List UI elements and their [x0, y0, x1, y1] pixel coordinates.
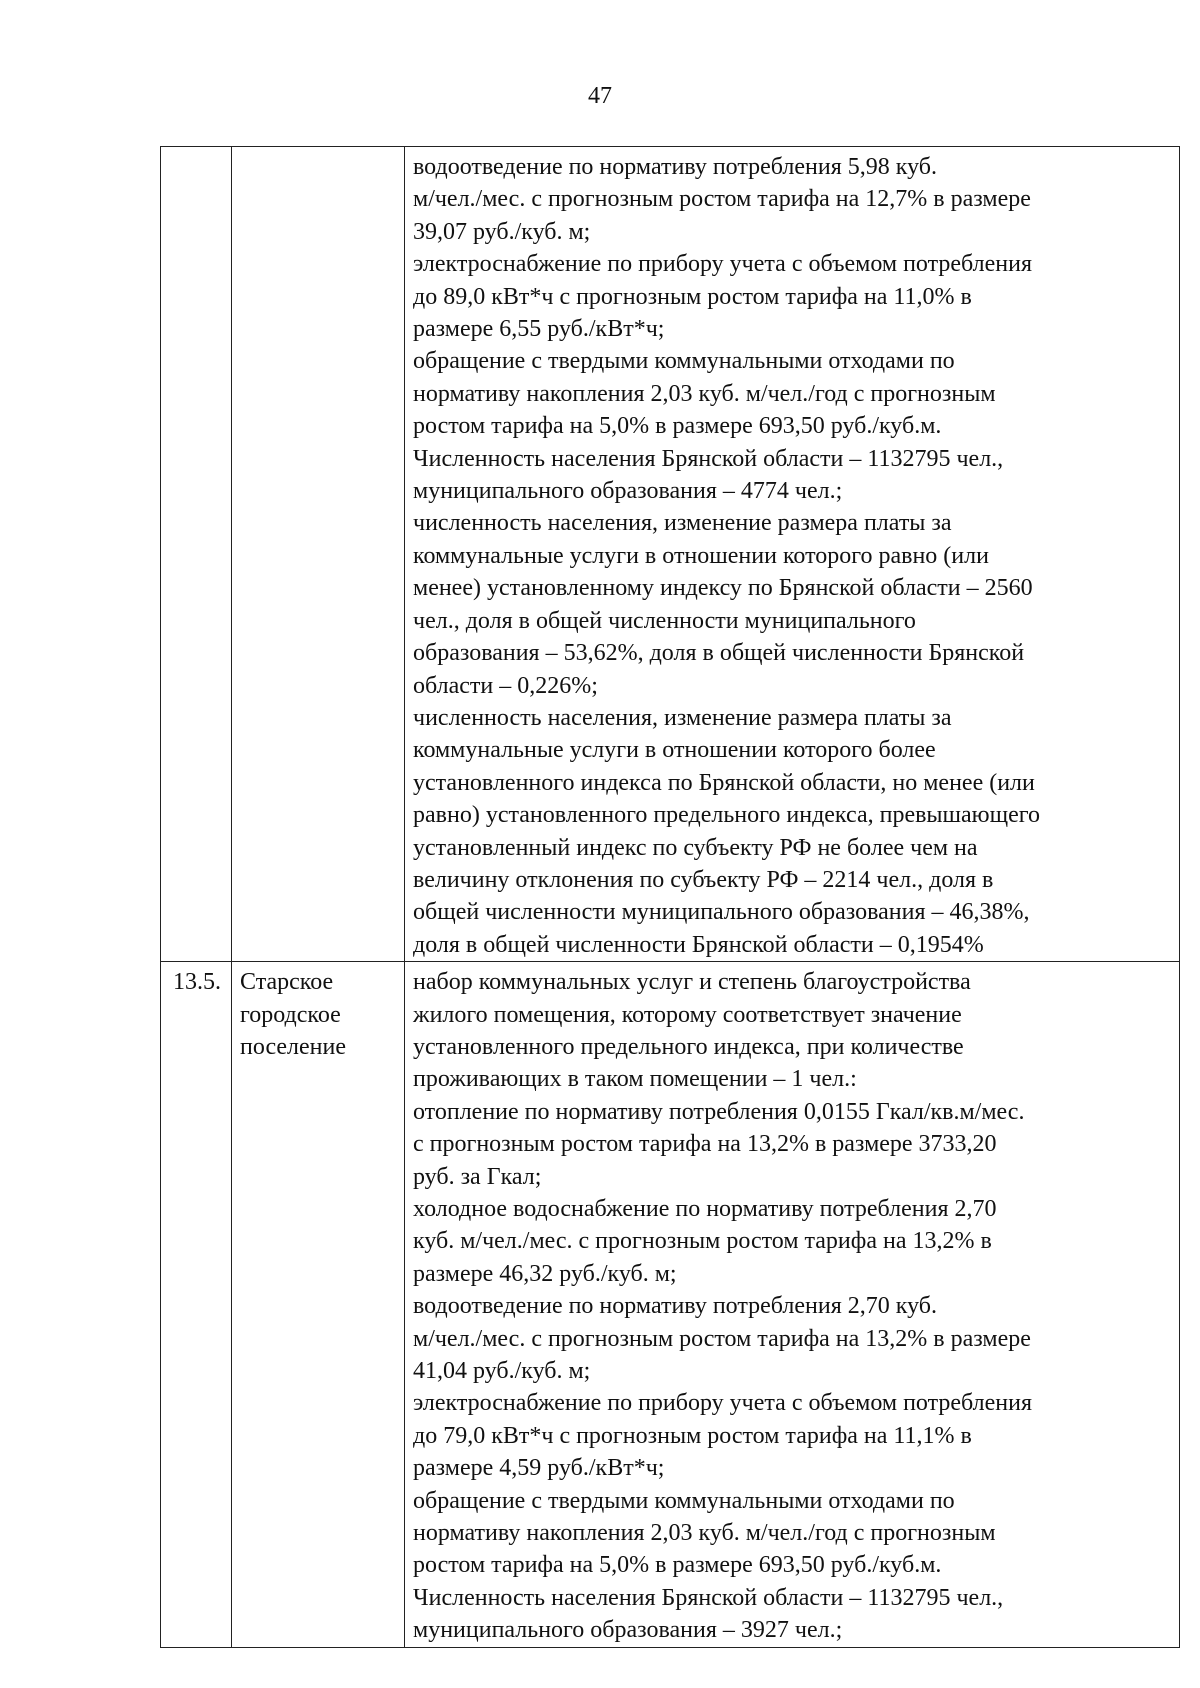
text-line: коммунальные услуги в отношении которого равно (или: [413, 542, 989, 569]
text-line: доля в общей численности Брянской области – 0,1954%: [413, 931, 984, 958]
text-line: ростом тарифа на 5,0% в размере 693,50 руб./куб.м.: [413, 1552, 942, 1579]
text-line: ростом тарифа на 5,0% в размере 693,50 руб./куб.м.: [413, 413, 942, 440]
row-number-cell: [161, 147, 232, 962]
text-line: общей численности муниципального образования – 46,38%,: [413, 899, 1030, 926]
text-line: обращение с твердыми коммунальными отходами по: [413, 1487, 955, 1514]
description-cell: [405, 147, 1180, 962]
table-row: [161, 962, 1180, 1648]
text-line: менее) установленному индексу по Брянской области – 2560: [413, 575, 1033, 602]
municipality-name-line: Старское: [240, 969, 334, 996]
text-line: отопление по нормативу потребления 0,0155 Гкал/кв.м/мес.: [413, 1098, 1025, 1125]
municipality-cell: [232, 147, 405, 962]
text-line: размере 4,59 руб./кВт*ч;: [413, 1455, 665, 1482]
page-number: 47: [588, 83, 612, 109]
municipality-name: [232, 962, 404, 1063]
text-line: 41,04 руб./куб. м;: [413, 1358, 591, 1385]
text-line: водоотведение по нормативу потребления 2,70 куб.: [413, 1293, 937, 1320]
text-line: численность населения, изменение размера платы за: [413, 704, 952, 731]
text-line: области – 0,226%;: [413, 672, 598, 699]
text-line: установленного индекса по Брянской области, но менее (или: [413, 769, 1035, 796]
text-line: нормативу накопления 2,03 куб. м/чел./год с прогнозным: [413, 1520, 996, 1547]
text-line: муниципального образования – 3927 чел.;: [413, 1617, 843, 1644]
text-line: проживающих в таком помещении – 1 чел.:: [413, 1066, 857, 1093]
text-line: до 79,0 кВт*ч с прогнозным ростом тарифа на 11,1% в: [413, 1422, 972, 1449]
text-line: Численность населения Брянской области – 1132795 чел.,: [413, 1584, 1004, 1611]
text-line: чел., доля в общей численности муниципального: [413, 607, 916, 634]
text-line: Численность населения Брянской области – 1132795 чел.,: [413, 445, 1004, 472]
text-line: холодное водоснабжение по нормативу потребления 2,70: [413, 1196, 997, 1222]
description-text: [405, 147, 1179, 961]
text-line: муниципального образования – 4774 чел.;: [413, 478, 843, 505]
row-number: [161, 147, 231, 151]
text-line: нормативу накопления 2,03 куб. м/чел./год с прогнозным: [413, 380, 996, 407]
tariff-table: [160, 146, 1180, 1648]
text-line: до 89,0 кВт*ч с прогнозным ростом тарифа на 11,0% в: [413, 283, 972, 310]
text-line: руб. за Гкал;: [413, 1163, 542, 1190]
text-line: набор коммунальных услуг и степень благоустройства: [413, 969, 971, 996]
text-line: установленного предельного индекса, при количестве: [413, 1033, 964, 1060]
text-line: м/чел./мес. с прогнозным ростом тарифа на 13,2% в размере: [413, 1325, 1031, 1352]
text-line: с прогнозным ростом тарифа на 13,2% в размере 3733,20: [413, 1131, 997, 1158]
text-line: м/чел./мес. с прогнозным ростом тарифа на 12,7% в размере: [413, 186, 1031, 213]
text-line: 39,07 руб./куб. м;: [413, 218, 591, 245]
municipality-name-line: поселение: [240, 1033, 347, 1060]
text-line: электроснабжение по прибору учета с объемом потребления: [413, 1390, 1032, 1417]
text-line: водоотведение по нормативу потребления 5,98 куб.: [413, 154, 937, 180]
description-text: [405, 962, 1179, 1647]
text-line: образования – 53,62%, доля в общей численности Брянской: [413, 640, 1025, 667]
text-line: численность населения, изменение размера платы за: [413, 510, 952, 537]
row-number: 13.5.: [173, 969, 221, 996]
table-row: [161, 147, 1180, 962]
text-line: жилого помещения, которому соответствует значение: [413, 1001, 962, 1028]
description-cell: [405, 962, 1180, 1648]
text-line: размере 6,55 руб./кВт*ч;: [413, 316, 665, 343]
row-number-cell: [161, 962, 232, 1648]
text-line: размере 46,32 руб./куб. м;: [413, 1260, 677, 1287]
text-line: величину отклонения по субъекту РФ – 2214 чел., доля в: [413, 866, 994, 893]
municipality-name: [232, 147, 404, 151]
municipality-cell: [232, 962, 405, 1648]
text-line: равно) установленного предельного индекса, превышающего: [413, 802, 1040, 829]
text-line: электроснабжение по прибору учета с объемом потребления: [413, 251, 1032, 278]
text-line: коммунальные услуги в отношении которого более: [413, 737, 936, 764]
text-line: куб. м/чел./мес. с прогнозным ростом тарифа на 13,2% в: [413, 1228, 992, 1255]
text-line: установленный индекс по субъекту РФ не более чем на: [413, 834, 978, 861]
municipality-name-line: городское: [240, 1001, 341, 1028]
text-line: обращение с твердыми коммунальными отходами по: [413, 348, 955, 375]
